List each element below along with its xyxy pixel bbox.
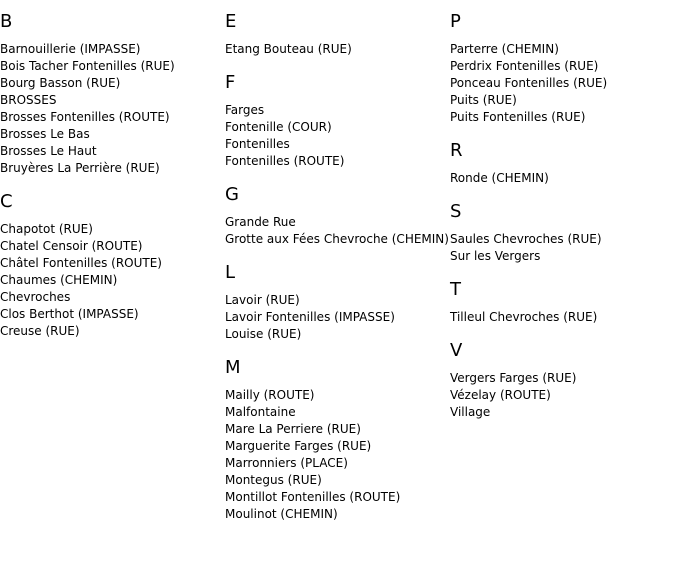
street-name[interactable]: Barnouillerie (IMPASSE) bbox=[0, 42, 141, 56]
street-name[interactable]: Creuse (RUE) bbox=[0, 324, 80, 338]
letter-heading: G bbox=[225, 184, 239, 205]
letter-heading: M bbox=[225, 357, 241, 378]
letter-heading: P bbox=[450, 11, 461, 32]
street-name[interactable]: Brosses Le Bas bbox=[0, 127, 90, 141]
street-name[interactable]: Montegus (RUE) bbox=[225, 473, 322, 487]
street-name[interactable]: Chatel Censoir (ROUTE) bbox=[0, 239, 143, 253]
letter-group bbox=[450, 140, 675, 187]
street-name[interactable]: Grotte aux Fées Chevroche (CHEMIN) bbox=[225, 232, 449, 246]
letter-heading: E bbox=[225, 11, 237, 32]
street-list bbox=[225, 214, 450, 248]
letter-heading: L bbox=[225, 262, 236, 283]
letter-group bbox=[225, 72, 450, 170]
street-name[interactable]: Puits (RUE) bbox=[450, 93, 517, 107]
street-list bbox=[450, 309, 675, 326]
letter-heading: B bbox=[0, 11, 13, 32]
street-name[interactable]: Chaumes (CHEMIN) bbox=[0, 273, 118, 287]
street-name[interactable]: Fontenilles (ROUTE) bbox=[225, 154, 345, 168]
street-name[interactable]: Montillot Fontenilles (ROUTE) bbox=[225, 490, 401, 504]
street-name[interactable]: Bourg Basson (RUE) bbox=[0, 76, 121, 90]
street-name[interactable]: Louise (RUE) bbox=[225, 327, 302, 341]
street-column-1 bbox=[0, 0, 225, 340]
street-name[interactable]: Bruyères La Perrière (RUE) bbox=[0, 161, 160, 175]
street-name[interactable]: Malfontaine bbox=[225, 405, 296, 419]
street-name[interactable]: Perdrix Fontenilles (RUE) bbox=[450, 59, 599, 73]
street-column-2 bbox=[225, 0, 450, 523]
street-name[interactable]: Fontenille (COUR) bbox=[225, 120, 332, 134]
street-name[interactable]: Sur les Vergers bbox=[450, 249, 541, 263]
street-list bbox=[225, 41, 450, 58]
letter-group bbox=[225, 357, 450, 523]
letter-group bbox=[450, 11, 675, 126]
street-name[interactable]: Ronde (CHEMIN) bbox=[450, 171, 549, 185]
street-name[interactable]: Mare La Perriere (RUE) bbox=[225, 422, 361, 436]
street-name[interactable]: Vézelay (ROUTE) bbox=[450, 388, 551, 402]
letter-group bbox=[225, 184, 450, 248]
street-name[interactable]: Clos Berthot (IMPASSE) bbox=[0, 307, 139, 321]
street-name[interactable]: Etang Bouteau (RUE) bbox=[225, 42, 352, 56]
street-name[interactable]: Bois Tacher Fontenilles (RUE) bbox=[0, 59, 175, 73]
street-name[interactable]: Lavoir Fontenilles (IMPASSE) bbox=[225, 310, 395, 324]
letter-heading: V bbox=[450, 340, 463, 361]
street-list bbox=[450, 231, 675, 265]
letter-heading: T bbox=[450, 279, 461, 300]
street-name[interactable]: Marronniers (PLACE) bbox=[225, 456, 348, 470]
street-name[interactable]: Châtel Fontenilles (ROUTE) bbox=[0, 256, 162, 270]
street-list bbox=[225, 292, 450, 343]
street-name[interactable]: Ponceau Fontenilles (RUE) bbox=[450, 76, 608, 90]
street-list bbox=[450, 41, 675, 126]
letter-group bbox=[225, 262, 450, 343]
letter-heading: C bbox=[0, 191, 13, 212]
letter-group bbox=[450, 279, 675, 326]
street-name[interactable]: Lavoir (RUE) bbox=[225, 293, 300, 307]
street-name[interactable]: Village bbox=[450, 405, 491, 419]
street-name[interactable]: Mailly (ROUTE) bbox=[225, 388, 315, 402]
street-list bbox=[225, 387, 450, 523]
street-list bbox=[450, 170, 675, 187]
street-name[interactable]: Fontenilles bbox=[225, 137, 290, 151]
street-name[interactable]: Brosses Le Haut bbox=[0, 144, 97, 158]
street-name[interactable]: Vergers Farges (RUE) bbox=[450, 371, 577, 385]
street-name[interactable]: Puits Fontenilles (RUE) bbox=[450, 110, 586, 124]
street-name[interactable]: Parterre (CHEMIN) bbox=[450, 42, 559, 56]
street-list bbox=[0, 221, 225, 340]
letter-group bbox=[0, 11, 225, 177]
street-name[interactable]: Chapotot (RUE) bbox=[0, 222, 93, 236]
street-list bbox=[0, 41, 225, 177]
letter-group bbox=[225, 11, 450, 58]
letter-heading: R bbox=[450, 140, 463, 161]
letter-group bbox=[450, 340, 675, 421]
street-list bbox=[225, 102, 450, 170]
letter-heading: F bbox=[225, 72, 236, 93]
street-name[interactable]: Moulinot (CHEMIN) bbox=[225, 507, 338, 521]
letter-group bbox=[450, 201, 675, 265]
letter-group bbox=[0, 191, 225, 340]
street-name[interactable]: Brosses Fontenilles (ROUTE) bbox=[0, 110, 170, 124]
street-name[interactable]: Marguerite Farges (RUE) bbox=[225, 439, 372, 453]
street-column-3 bbox=[450, 0, 675, 421]
letter-heading: S bbox=[450, 201, 462, 222]
street-name[interactable]: BROSSES bbox=[0, 93, 57, 107]
street-list bbox=[450, 370, 675, 421]
street-name[interactable]: Farges bbox=[225, 103, 265, 117]
street-name[interactable]: Grande Rue bbox=[225, 215, 296, 229]
street-name[interactable]: Tilleul Chevroches (RUE) bbox=[450, 310, 598, 324]
street-name[interactable]: Chevroches bbox=[0, 290, 71, 304]
street-name[interactable]: Saules Chevroches (RUE) bbox=[450, 232, 602, 246]
